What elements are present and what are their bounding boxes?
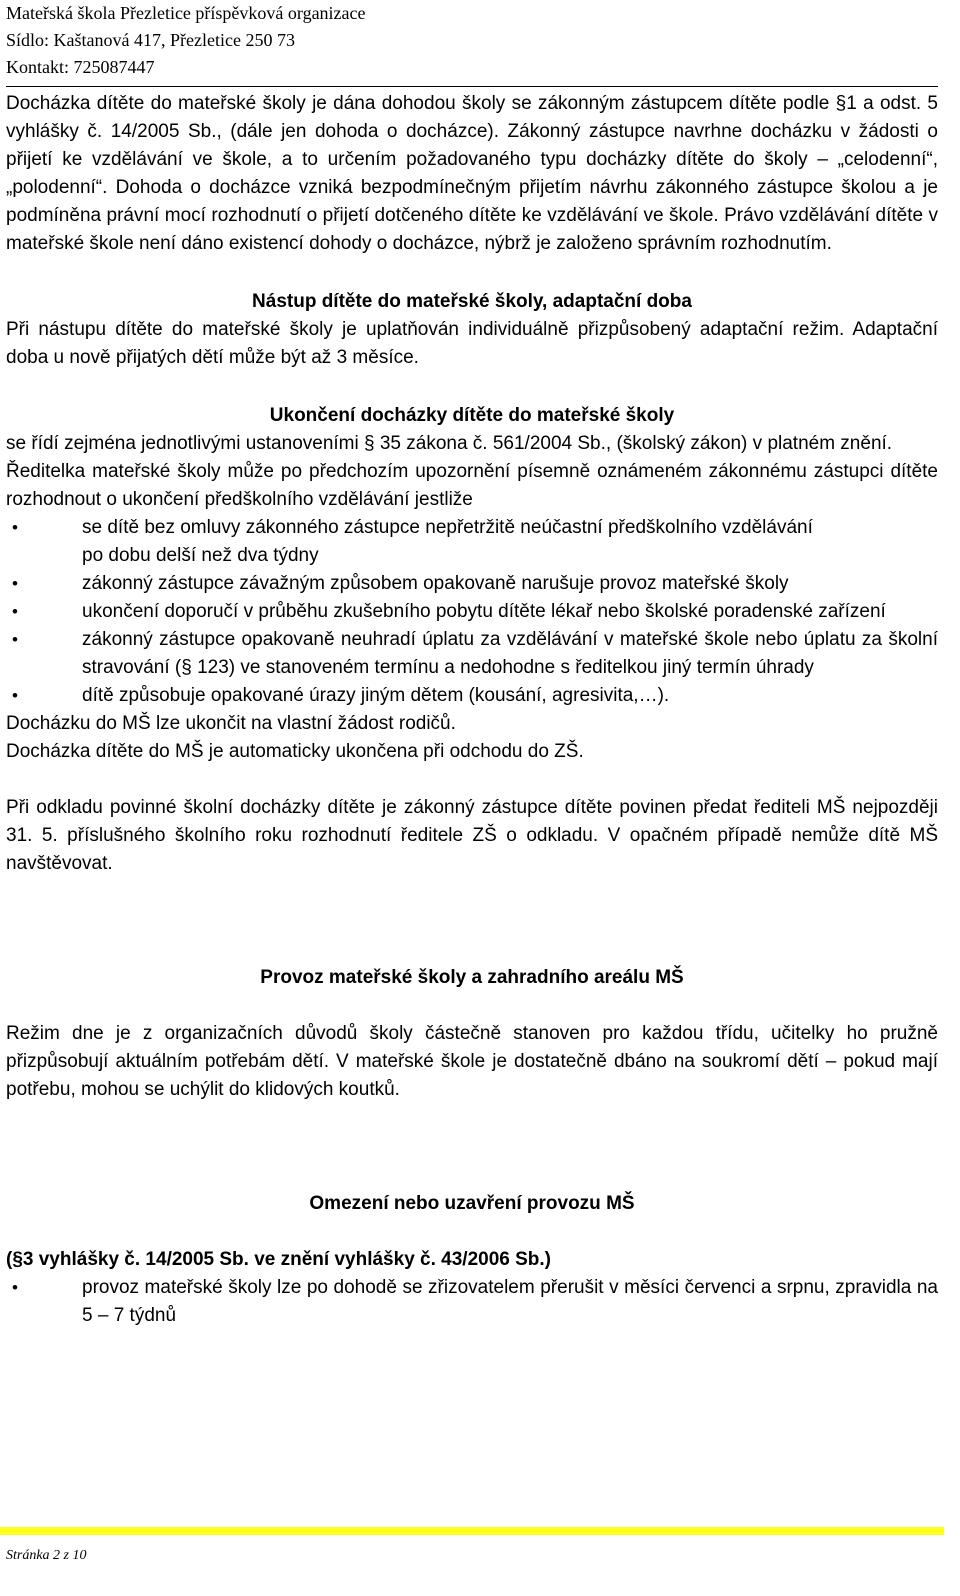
header-divider: [6, 86, 938, 87]
list-item-text: dítě způsobuje opakované úrazy jiným dětem (kousání, agresivita,…).: [82, 685, 670, 706]
bullet-icon: •: [12, 602, 18, 621]
footer-divider: [0, 1527, 944, 1535]
school-address: Sídlo: Kaštanová 417, Přezletice 250 73: [6, 30, 295, 50]
termination-paragraph-2: Ředitelka mateřské školy může po předchozím upozornění písemně oznámeném zákonnému zástupci dítěte rozhodnout o ukončení předškolního vzdělávání jestliže: [6, 461, 938, 510]
intro-paragraph: Docházka dítěte do mateřské školy je dána dohodou školy se zákonným zástupcem dítěte podle §1 a odst. 5 vyhlášky č. 14/2005 Sb., (dále jen dohoda o docházce). Zákonný zástupce navrhne docházku v žádosti o přijetí ke vzdělávání ve škole, a to určením požadovaného typu docházky dítěte do školy – „celodenní“, „polodenní“. Dohoda o docházce vzniká bezpodmínečným přijetím návrhu zákonného zástupce školou a je podmíněna právní mocí rozhodnutí o přijetí dotčeného dítěte ke vzdělávání ve škole. Právo vzdělávání dítěte v mateřské škole není dáno existencí dohody o docházce, nýbrž je založeno správním rozhodnutím.: [6, 93, 938, 254]
operation-heading: Provoz mateřské školy a zahradního areálu MŠ: [260, 967, 684, 988]
list-item-text: provoz mateřské školy lze po dohodě se zřizovatelem přerušit v měsíci červenci a srpnu, zpravidla na 5 – 7 týdnů: [82, 1277, 938, 1326]
list-item: [6, 570, 938, 598]
list-item: [6, 1274, 938, 1330]
bullet-icon: •: [12, 518, 18, 537]
operation-paragraph: Režim dne je z organizačních důvodů školy částečně stanoven pro každou třídu, učitelky ho pružně přizpůsobují aktuálním potřebám dětí. V mateřské škole je dostatečně dbáno na soukromí dětí – pokud mají potřebu, mohou se uchýlit do klidových koutků.: [6, 1023, 938, 1100]
list-item-text: se dítě bez omluvy zákonného zástupce nepřetržitě neúčastní předškolního vzdělávání: [82, 517, 813, 538]
list-item-text-continued: po dobu delší než dva týdny: [82, 545, 319, 566]
school-name: Mateřská škola Přezletice příspěvková organizace: [6, 3, 366, 23]
school-contact: Kontakt: 725087447: [6, 57, 155, 77]
list-item-text: zákonný zástupce opakovaně neuhradí úplatu za vzdělávání v mateřské škole nebo úplatu za školní stravování (§ 123) ve stanoveném termínu a nedohodne s ředitelkou jiný termín úhrady: [82, 629, 938, 678]
list-item: [6, 598, 938, 626]
document-header: [6, 0, 936, 81]
restriction-list: [6, 1274, 938, 1330]
deferral-paragraph: Při odkladu povinné školní docházky dítěte je zákonný zástupce dítěte povinen předat řediteli MŠ nejpozději 31. 5. příslušného školního roku rozhodnutí ředitele ZŠ o odkladu. V opačném případě nemůže dítě MŠ navštěvovat.: [6, 797, 938, 874]
adaptation-heading: Nástup dítěte do mateřské školy, adaptační doba: [252, 291, 692, 312]
termination-reasons-list: [6, 514, 938, 710]
termination-paragraph-1: se řídí zejména jednotlivými ustanoveními § 35 zákona č. 561/2004 Sb., (školský zákon) v platném znění.: [6, 433, 893, 454]
bullet-icon: •: [12, 574, 18, 593]
parent-request-line: Docházku do MŠ lze ukončit na vlastní žádost rodičů.: [6, 713, 456, 734]
restriction-legal-reference: (§3 vyhlášky č. 14/2005 Sb. ve znění vyhlášky č. 43/2006 Sb.): [6, 1249, 552, 1270]
list-item: [6, 626, 938, 682]
document-body: [6, 90, 938, 1330]
list-item-text: ukončení doporučí v průběhu zkušebního pobytu dítěte lékař nebo školské poradenské zařízení: [82, 601, 886, 622]
adaptation-paragraph: Při nástupu dítěte do mateřské školy je uplatňován individuálně přizpůsobený adaptační režim. Adaptační doba u nově přijatých dětí může být až 3 měsíce.: [6, 319, 938, 368]
bullet-icon: •: [12, 630, 18, 649]
auto-end-line: Docházka dítěte do MŠ je automaticky ukončena při odchodu do ZŠ.: [6, 741, 584, 762]
restriction-heading: Omezení nebo uzavření provozu MŠ: [309, 1193, 635, 1214]
bullet-icon: •: [12, 1278, 18, 1297]
bullet-icon: •: [12, 686, 18, 705]
list-item: [6, 682, 938, 710]
termination-heading: Ukončení docházky dítěte do mateřské školy: [269, 405, 675, 426]
list-item-text: zákonný zástupce závažným způsobem opakovaně narušuje provoz mateřské školy: [82, 573, 789, 594]
page-number: Stránka 2 z 10: [6, 1548, 87, 1563]
list-item: [6, 514, 938, 570]
